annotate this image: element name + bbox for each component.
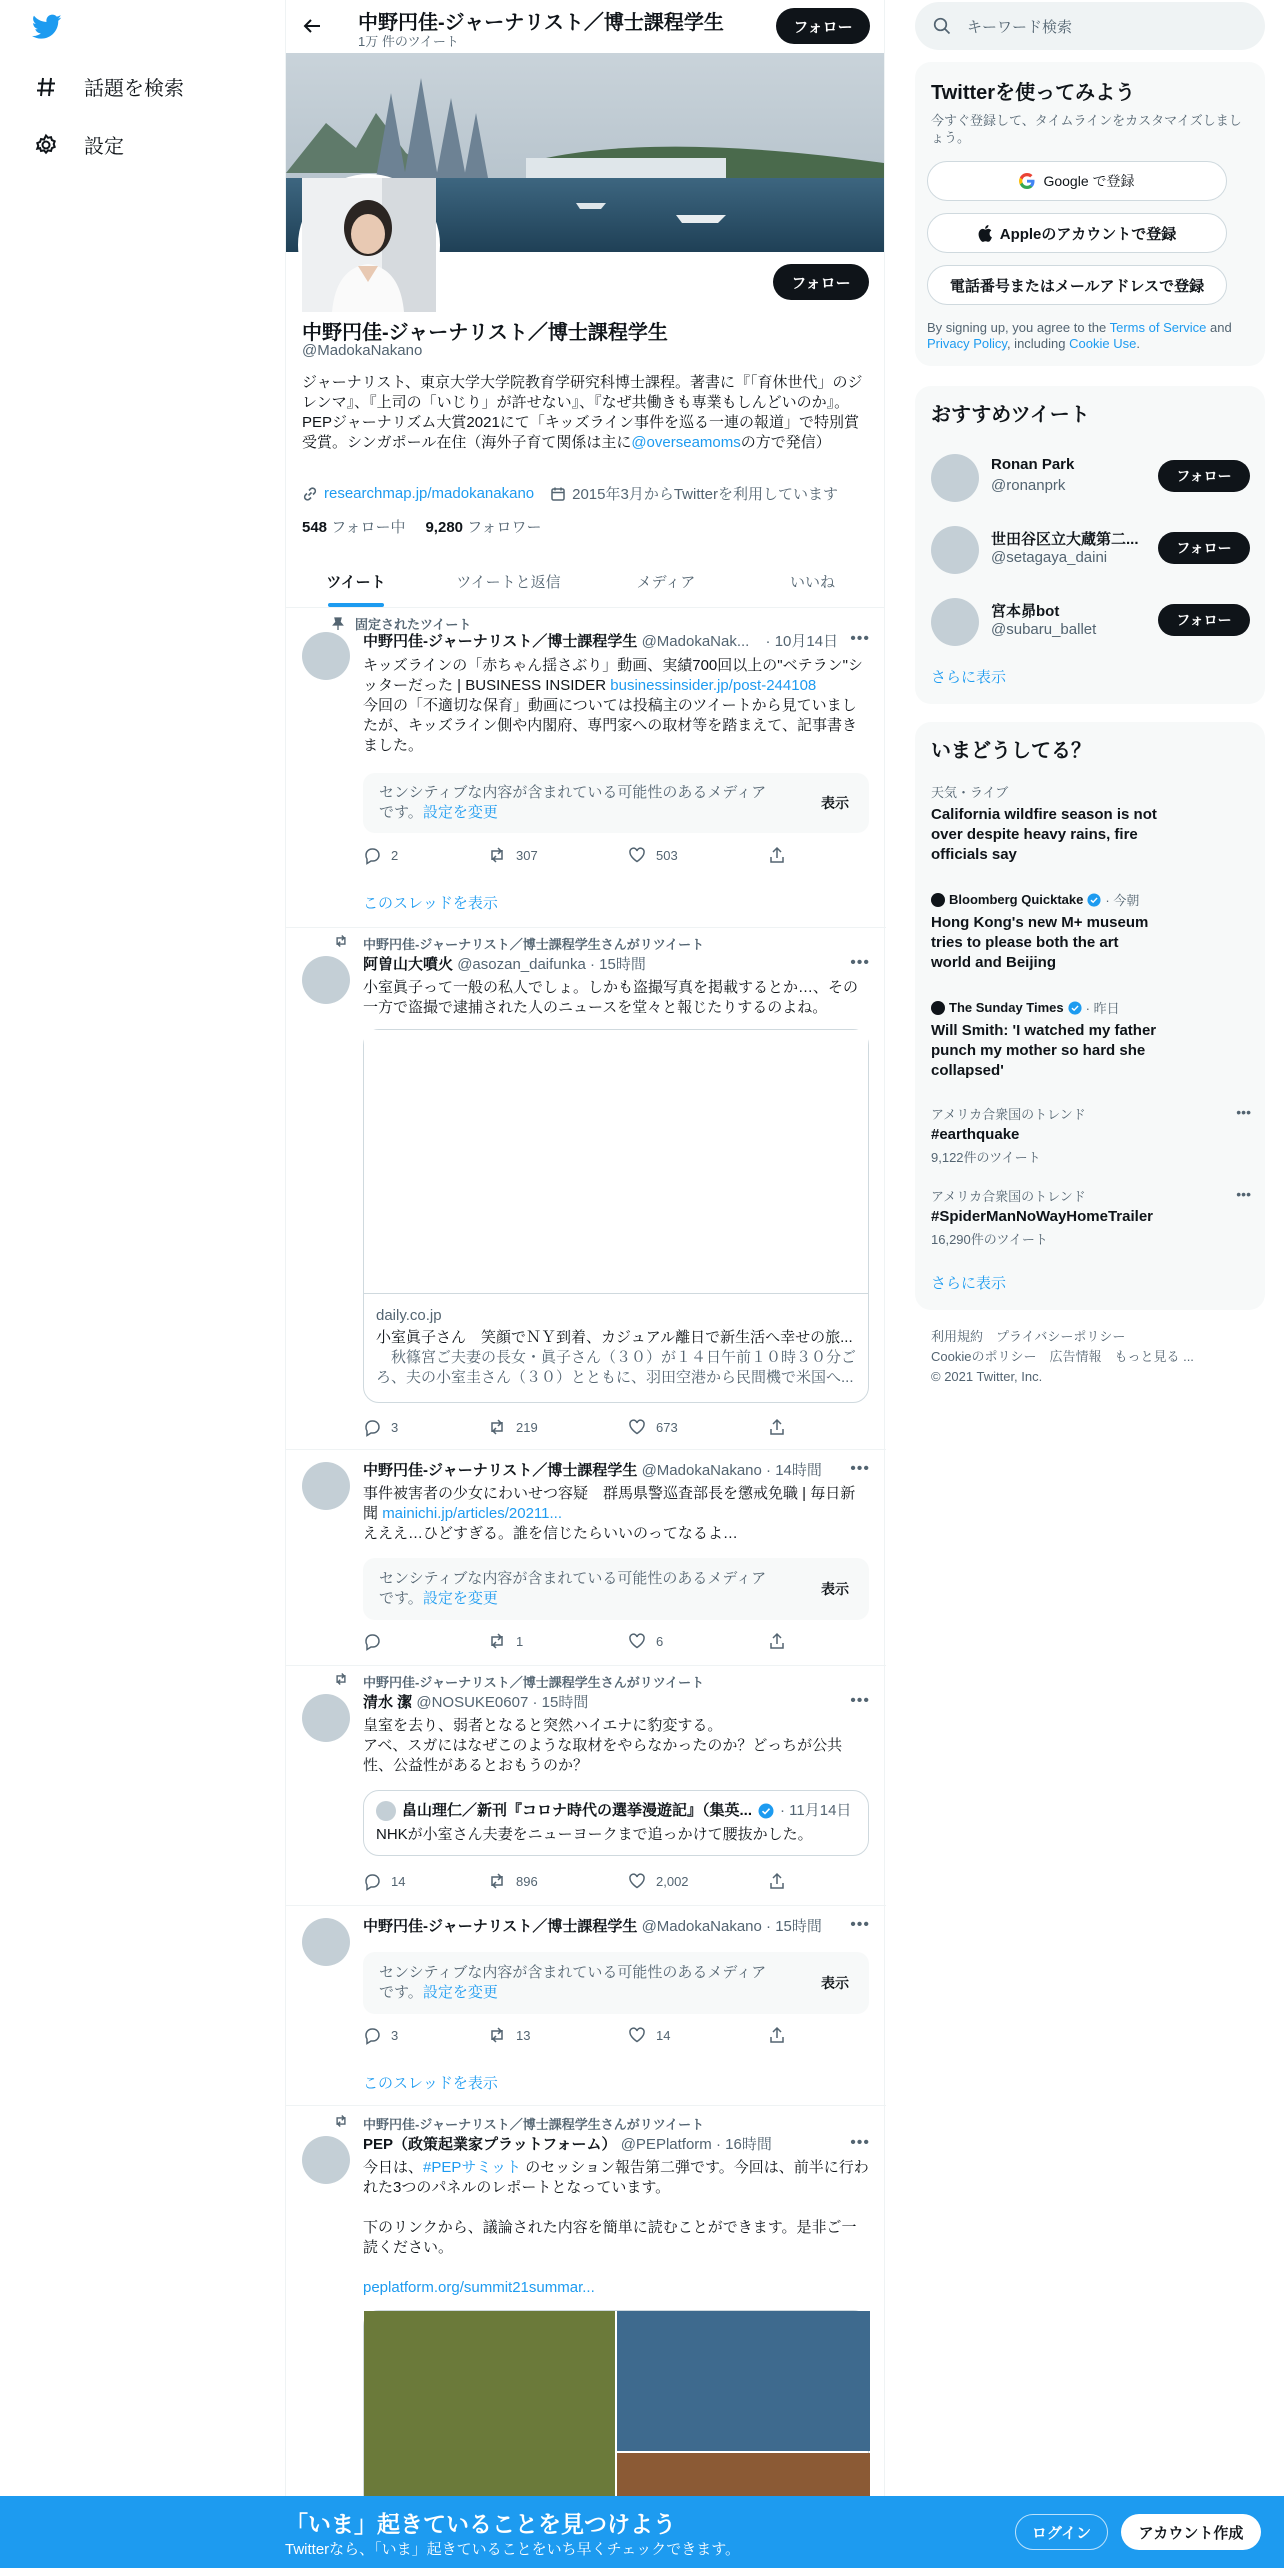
calendar-icon [550, 486, 566, 502]
avatar[interactable] [302, 1918, 350, 1966]
trends-title: いまどうしてる？ [931, 740, 1091, 762]
tweet-author [363, 955, 803, 975]
following-label: フォロー中 [331, 519, 406, 536]
nav-settings[interactable] [34, 130, 124, 159]
bottom-bar-subtitle: Twitterなら、「いま」起きていることをいち早くチェックできます。 [285, 2541, 741, 2558]
back-arrow-icon[interactable] [302, 16, 322, 36]
card-description: 秋篠宮ご夫妻の長女・眞子さん（３０）が１４日午前１０時３０分ごろ、夫の小室圭さん（３０）とともに、羽田空港から民間機で米国へ... [376, 1349, 857, 1386]
trend-count: 16,290件のツイート [931, 1232, 1048, 1247]
card-image [364, 1030, 868, 1294]
tweet-actions [363, 1418, 786, 1436]
tweet-text [363, 1484, 869, 1544]
tweet-author [363, 2135, 803, 2155]
sensitive-media-box [363, 773, 869, 833]
pinned-text: 固定されたツイート [355, 617, 472, 632]
tweet-time[interactable]: · 15時間 [766, 1918, 822, 1935]
reply-button[interactable] [363, 1418, 488, 1436]
trend-item[interactable] [931, 890, 1251, 973]
author-handle: @MadokaNakano [641, 1462, 762, 1479]
apple-signup-button[interactable] [927, 213, 1227, 253]
avatar[interactable] [302, 1462, 350, 1510]
share-icon [768, 2026, 786, 2044]
retweet-icon [488, 1872, 506, 1890]
trend-title: Hong Kong's new M+ museum tries to please both the art world and Beijing [931, 914, 1149, 971]
trend-title: #SpiderManNoWayHomeTrailer [931, 1208, 1154, 1225]
avatar [931, 454, 979, 502]
author-handle: @PEPlatform [620, 2136, 712, 2153]
media-grid[interactable] [363, 2310, 869, 2510]
header-name: 中野円佳-ジャーナリスト／博士課程学生 [358, 12, 724, 34]
media-image-2[interactable] [617, 2311, 870, 2451]
terms-text-1: By signing up, you agree to the [927, 320, 1110, 335]
like-button[interactable] [628, 2026, 768, 2044]
tweet-author [363, 1461, 823, 1481]
show-thread-link[interactable]: このスレッドを表示 [363, 2075, 498, 2092]
reply-button[interactable] [363, 846, 488, 864]
following-stat[interactable] [302, 516, 405, 537]
tweet-time[interactable]: · 10月14日 [765, 633, 839, 650]
verified-badge-icon [758, 1803, 774, 1819]
who-to-follow-panel [915, 386, 1265, 704]
retweet-small-icon [334, 1672, 348, 1686]
profile-header-bar [286, 0, 884, 53]
retweeted-by-label[interactable]: 中野円佳-ジャーナリスト／博士課程学生さんがリツイート [363, 2117, 705, 2132]
like-button[interactable] [628, 1632, 768, 1650]
following-count: 548 [302, 519, 328, 536]
show-more-link[interactable]: さらに表示 [931, 669, 1007, 686]
heart-icon [628, 1418, 646, 1436]
like-button[interactable] [628, 1418, 768, 1436]
reply-icon [363, 2026, 381, 2044]
tweet-time[interactable]: · 15時間 [590, 956, 646, 973]
retweet-count: 13 [516, 2027, 531, 2043]
heart-icon [628, 1872, 646, 1890]
nav-settings-label: 設定 [84, 136, 124, 158]
profile-bio [302, 373, 870, 453]
profile-handle: @MadokaNakano [302, 342, 423, 359]
who-to-follow-title: おすすめツイート [931, 404, 1090, 426]
hashtag-icon [34, 75, 58, 99]
tweet-text-1: キッズラインの「赤ちゃん揺さぶり」動画、実績700回以上の"ベテラン"シッターだった | BUSINESS INSIDER [363, 657, 863, 694]
change-settings-link[interactable]: 設定を変更 [422, 1984, 498, 2001]
share-icon [768, 846, 786, 864]
retweet-count: 219 [516, 1419, 538, 1435]
reply-icon [363, 1418, 381, 1436]
suggestion-handle: @subaru_ballet [991, 621, 1097, 638]
heart-icon [628, 1632, 646, 1650]
like-count: 673 [656, 1419, 678, 1435]
suggestion-name: 世田谷区立大蔵第二... [991, 531, 1139, 548]
reply-count: 14 [391, 1873, 406, 1889]
link-card[interactable] [363, 1029, 869, 1403]
tweet-time[interactable]: · 15時間 [532, 1694, 589, 1711]
verified-badge-icon [1087, 893, 1101, 907]
reply-button[interactable] [363, 1632, 488, 1650]
trend-time: · 昨日 [1085, 1001, 1120, 1016]
sidebar-footer [931, 1327, 1251, 1387]
source-logo-icon [931, 893, 945, 907]
trend-count: 9,122件のツイート [931, 1150, 1041, 1165]
share-button[interactable] [768, 1418, 786, 1436]
suggestion-name: Ronan Park [991, 456, 1075, 473]
retweet-button[interactable] [488, 1418, 628, 1436]
trend-meta: アメリカ合衆国のトレンド [931, 1189, 1086, 1204]
suggestion-follow-button[interactable]: フォロー [1158, 460, 1250, 492]
footer-links[interactable]: 利用規約 プライバシーポリシー [931, 1329, 1126, 1344]
footer-copyright: © 2021 Twitter, Inc. [931, 1369, 1043, 1384]
show-more-link[interactable]: さらに表示 [931, 1275, 1007, 1292]
avatar [931, 526, 979, 574]
tweet-link[interactable]: businessinsider.jp/post-244108 [610, 677, 817, 694]
tweet-retweet-pep[interactable] [286, 2106, 886, 2496]
tweet-text-2: 今回の「不適切な保育」動画については投稿主のツイートから見ていましたが、キッズライン側や内閣府、専門家への取材等を踏まえて、記事書きました。 [363, 697, 857, 754]
sensitive-media-box [363, 1558, 869, 1620]
privacy-link[interactable]: Privacy Policy [927, 336, 1007, 351]
more-icon[interactable]: ••• [850, 1692, 870, 1709]
followers-stat[interactable] [425, 516, 541, 537]
google-signup-button[interactable] [927, 161, 1227, 201]
profile-website-link[interactable]: researchmap.jp/madokanakano [324, 485, 535, 502]
tab-media[interactable] [591, 555, 741, 607]
signup-title: Twitterを使ってみよう [931, 82, 1136, 104]
share-button[interactable] [768, 1632, 786, 1650]
retweeted-by-label[interactable]: 中野円佳-ジャーナリスト／博士課程学生さんがリツイート [363, 937, 705, 952]
signup-terms [927, 320, 1252, 352]
profile-meta [302, 483, 838, 504]
follow-suggestion[interactable] [915, 442, 1265, 514]
retweet-small-icon [334, 934, 348, 948]
heart-icon [628, 2026, 646, 2044]
retweet-button[interactable] [488, 846, 628, 864]
tweet-retweet-card[interactable] [286, 928, 886, 1450]
tab-tweets-and-replies[interactable] [426, 555, 591, 607]
pin-icon [331, 617, 345, 631]
google-icon [1019, 173, 1035, 189]
follow-suggestion[interactable] [915, 514, 1265, 586]
bio-text-end: の方で発信） [740, 434, 831, 451]
search-icon [933, 17, 951, 35]
tab-replies-label: ツイートと返信 [456, 573, 561, 591]
reply-count: 3 [391, 2027, 399, 2043]
header-follow-button[interactable]: フォロー [776, 8, 870, 44]
suggestion-handle: @ronanprk [991, 477, 1066, 494]
login-button[interactable]: ログイン [1015, 2514, 1108, 2550]
retweet-icon [488, 1632, 506, 1650]
author-name[interactable]: 阿曽山大噴火 [363, 956, 454, 973]
avatar[interactable] [302, 1694, 350, 1742]
tweet-author [363, 632, 839, 652]
reply-icon [363, 1632, 381, 1650]
trend-more-icon[interactable]: ••• [1236, 1104, 1251, 1120]
trend-item[interactable] [931, 998, 1251, 1081]
profile-follow-stats [302, 516, 541, 537]
trend-item[interactable] [931, 1186, 1251, 1248]
author-name[interactable]: 中野円佳-ジャーナリスト／博士課程学生 [363, 633, 638, 650]
retweet-button[interactable] [488, 1872, 628, 1890]
tweet-author [363, 1917, 823, 1937]
suggestion-follow-button[interactable]: フォロー [1158, 532, 1250, 564]
quote-avatar [376, 1801, 396, 1821]
tab-active-indicator [328, 603, 384, 607]
reply-icon [363, 846, 381, 864]
tweet-text [363, 2158, 869, 2298]
tweet-link[interactable]: mainichi.jp/articles/20211... [382, 1505, 562, 1522]
source-logo-icon [931, 1001, 945, 1015]
trend-item[interactable] [931, 1104, 1251, 1166]
author-name[interactable]: 中野円佳-ジャーナリスト／博士課程学生 [363, 1462, 638, 1479]
avatar [931, 598, 979, 646]
tab-tweets[interactable] [286, 555, 426, 607]
quote-text: NHKが小室さん夫妻をニューヨークまで追っかけて腰抜かした。 [376, 1826, 813, 1843]
more-icon[interactable]: ••• [850, 630, 870, 647]
show-media-button[interactable]: 表示 [821, 795, 849, 811]
nav-explore[interactable] [34, 72, 184, 101]
terms-link[interactable]: Terms of Service [1109, 320, 1207, 335]
followers-count: 9,280 [425, 519, 464, 536]
suggestion-follow-button[interactable]: フォロー [1158, 604, 1250, 636]
twitter-logo-icon[interactable] [32, 14, 62, 40]
card-domain: daily.co.jp [376, 1307, 442, 1324]
search-box[interactable] [915, 2, 1265, 50]
like-button[interactable] [628, 1872, 768, 1890]
suggestion-handle: @setagaya_daini [991, 549, 1108, 566]
trends-panel [915, 722, 1265, 1310]
retweet-small-icon [334, 2114, 348, 2128]
trend-title: #earthquake [931, 1126, 1020, 1143]
tweet-text-1: 事件被害者の少女にわいせつ容疑 群馬県警巡査部長を懲戒免職 | 毎日新聞 [363, 1485, 856, 1522]
tab-likes[interactable] [741, 555, 884, 607]
tweet-actions [363, 846, 786, 864]
bio-mention-link[interactable]: @overseamoms [631, 434, 741, 451]
create-account-button[interactable]: アカウント作成 [1121, 2514, 1261, 2550]
profile-tabs [286, 555, 884, 608]
retweet-count: 1 [516, 1633, 524, 1649]
retweet-button[interactable] [488, 2026, 628, 2044]
sensitive-media-box [363, 1952, 869, 2014]
link-icon [302, 486, 318, 502]
tweet-actions [363, 1872, 786, 1890]
like-count: 6 [656, 1633, 664, 1649]
sensitive-text: センシティブな内容が含まれている可能性のあるメディアです。 [379, 1964, 767, 2001]
like-count: 503 [656, 847, 678, 863]
followers-label: フォロワー [467, 519, 542, 536]
change-settings-link[interactable]: 設定を変更 [422, 804, 498, 821]
tweet-author [363, 1693, 803, 1713]
trend-title: California wildfire season is not over despite heavy rains, fire officials say [931, 806, 1157, 863]
share-button[interactable] [768, 1872, 786, 1890]
tweet-text [363, 656, 869, 756]
terms-text-3: , including [1006, 336, 1070, 351]
author-name[interactable]: PEP（政策起業家プラットフォーム） [363, 2136, 617, 2153]
share-icon [768, 1418, 786, 1436]
tweet-sensitive[interactable] [286, 1906, 886, 2106]
bottom-signup-bar [0, 2496, 1284, 2568]
follow-suggestion[interactable] [915, 586, 1265, 658]
verified-badge-icon [1068, 1001, 1082, 1015]
author-handle: @NOSUKE0607 [416, 1694, 529, 1711]
tweet-time[interactable]: · 16時間 [715, 2136, 772, 2153]
tweet-text: 皇室を去り、弱者となると突然ハイエナに豹変する。 アベ、スガにはなぜこのような取材をやらなかったのか？どっちが公共性、公益性があるとおもうのか？ [363, 1717, 843, 1774]
gear-icon [34, 133, 58, 157]
trend-meta: アメリカ合衆国のトレンド [931, 1107, 1086, 1122]
more-icon[interactable]: ••• [850, 1460, 870, 1477]
terms-text-2: and [1206, 320, 1232, 335]
show-media-button[interactable]: 表示 [821, 1975, 849, 1991]
trend-time: · 今朝 [1105, 893, 1140, 908]
retweet-count: 307 [516, 847, 538, 863]
reply-button[interactable] [363, 1872, 488, 1890]
retweeted-by-label[interactable]: 中野円佳-ジャーナリスト／博士課程学生さんがリツイート [363, 1675, 705, 1690]
more-icon[interactable]: ••• [850, 2134, 870, 2151]
apple-icon [978, 225, 992, 241]
show-media-button[interactable]: 表示 [821, 1581, 849, 1597]
avatar[interactable] [302, 956, 350, 1004]
retweet-button[interactable] [488, 1632, 628, 1650]
reply-button[interactable] [363, 2026, 488, 2044]
reply-icon [363, 1872, 381, 1890]
apple-signup-label: Appleのアカウントで登録 [999, 225, 1177, 243]
tweet-text: 小室眞子って一般の私人でしょ。しかも盗撮写真を掲載するとか…、その一方で盗撮で逮捕された人のニュースを堂々と報じたりするのよね。 [363, 979, 859, 1016]
avatar[interactable] [302, 632, 350, 680]
change-settings-link[interactable]: 設定を変更 [422, 1590, 498, 1607]
retweet-count: 896 [516, 1873, 538, 1889]
bottom-bar-title: 「いま」起きていることを見つけよう [285, 2511, 676, 2537]
reply-count: 2 [391, 847, 399, 863]
tweet-actions [363, 2026, 786, 2044]
search-input[interactable]: キーワード検索 [967, 18, 1073, 36]
tweet-link[interactable]: peplatform.org/summit21summar... [363, 2279, 595, 2296]
pinned-label [331, 614, 471, 633]
share-button[interactable] [768, 2026, 786, 2044]
signup-subtitle: 今すぐ登録して、タイムラインをカスタマイズしましょう。 [931, 113, 1242, 145]
profile-column [285, 0, 885, 2568]
heart-icon [628, 846, 646, 864]
quote-time: · 11月14日 [780, 1802, 852, 1819]
tweet-text-3: 下のリンクから、議論された内容を簡単に読むことができます。是非ご一読ください。 [363, 2219, 857, 2256]
share-button[interactable] [768, 846, 786, 864]
tweet-text-2: えええ…ひどすぎる。誰を信じたらいいのってなるよ… [363, 1525, 738, 1542]
quote-tweet[interactable] [363, 1790, 869, 1856]
trend-item[interactable] [931, 782, 1251, 865]
like-count: 14 [656, 2027, 671, 2043]
signup-panel [915, 62, 1265, 366]
profile-avatar[interactable] [298, 174, 440, 316]
google-signup-label: Google で登録 [1043, 173, 1135, 189]
trend-title: Will Smith: 'I watched my father punch my mother so hard she collapsed' [931, 1022, 1157, 1079]
media-image-1[interactable] [364, 2311, 615, 2511]
bio-text: ジャーナリスト、東京大学大学院教育学研究科博士課程。著書に『「育休世代」のジレンマ』、『上司の「いじり」が許せない』、『なぜ共働きも専業もしんどいのか』。PEPジャーナリズム大賞2021にて「キッズライン事件を巡る一連の報道」で特別賞受賞。シンガポール在住（海外子育て関係は主に [302, 374, 863, 451]
tweet-actions [363, 1632, 786, 1650]
more-icon[interactable]: ••• [850, 1916, 870, 1933]
avatar[interactable] [302, 2136, 350, 2184]
more-icon[interactable]: ••• [850, 954, 870, 971]
profile-follow-button[interactable]: フォロー [773, 264, 869, 300]
cookie-link[interactable]: Cookie Use [1069, 336, 1137, 351]
tab-media-label: メディア [636, 573, 696, 591]
profile-name: 中野円佳-ジャーナリスト／博士課程学生 [302, 322, 668, 344]
trend-source: The Sunday Times [949, 1000, 1064, 1015]
left-nav [0, 0, 285, 2496]
profile-joined: 2015年3月からTwitterを利用しています [572, 486, 839, 503]
tab-tweets-label: ツイート [326, 573, 386, 591]
header-tweet-count: 1万 件のツイート [358, 34, 459, 49]
tweet-text-2: のセッション報告第二弾です。今回は、前半に行われた3つのパネルのレポートとなっています。 [363, 2159, 869, 2196]
card-title: 小室眞子さん 笑顔でＮＹ到着、カジュアル離日で新生活へ幸せの旅... [376, 1329, 853, 1346]
reply-count: 3 [391, 1419, 399, 1435]
show-thread-link[interactable]: このスレッドを表示 [363, 895, 498, 912]
author-handle: @MadokaNak... [641, 633, 750, 650]
retweet-icon [488, 846, 506, 864]
author-name[interactable]: 中野円佳-ジャーナリスト／博士課程学生 [363, 1918, 638, 1935]
tweet-pinned[interactable] [286, 608, 886, 928]
tab-likes-label: いいね [789, 573, 835, 591]
tweet-time[interactable]: · 14時間 [766, 1462, 822, 1479]
quote-author-name: 畠山理仁／新刊『コロナ時代の選挙漫遊記』（集英... [402, 1802, 753, 1819]
hashtag-link[interactable]: #PEPサミット [423, 2159, 522, 2176]
trend-more-icon[interactable]: ••• [1236, 1186, 1251, 1202]
terms-text-4: . [1136, 336, 1140, 351]
tweet-news[interactable] [286, 1450, 886, 1666]
share-icon [768, 1632, 786, 1650]
tweet-retweet-quote[interactable] [286, 1666, 886, 1906]
share-icon [768, 1872, 786, 1890]
retweet-icon [488, 2026, 506, 2044]
trend-source: Bloomberg Quicktake [949, 892, 1084, 907]
tweet-text-1: 今日は、 [363, 2159, 424, 2176]
trend-meta: 天気・ライブ [931, 785, 1009, 800]
author-name[interactable]: 清水 潔 [363, 1694, 413, 1711]
sensitive-text: センシティブな内容が含まれている可能性のあるメディアです。 [379, 784, 767, 821]
author-handle: @asozan_daifunka [457, 956, 586, 973]
like-count: 2,002 [656, 1873, 689, 1889]
like-button[interactable] [628, 846, 768, 864]
phone-email-signup-button[interactable]: 電話番号またはメールアドレスで登録 [927, 265, 1227, 305]
footer-links-2[interactable]: Cookieのポリシー 広告情報 もっと見る ... [931, 1349, 1194, 1364]
suggestion-name: 宮本昴bot [991, 603, 1060, 620]
author-handle: @MadokaNakano [641, 1918, 762, 1935]
sensitive-text: センシティブな内容が含まれている可能性のあるメディアです。 [379, 1570, 767, 1607]
nav-explore-label: 話題を検索 [84, 78, 184, 100]
retweet-icon [488, 1418, 506, 1436]
